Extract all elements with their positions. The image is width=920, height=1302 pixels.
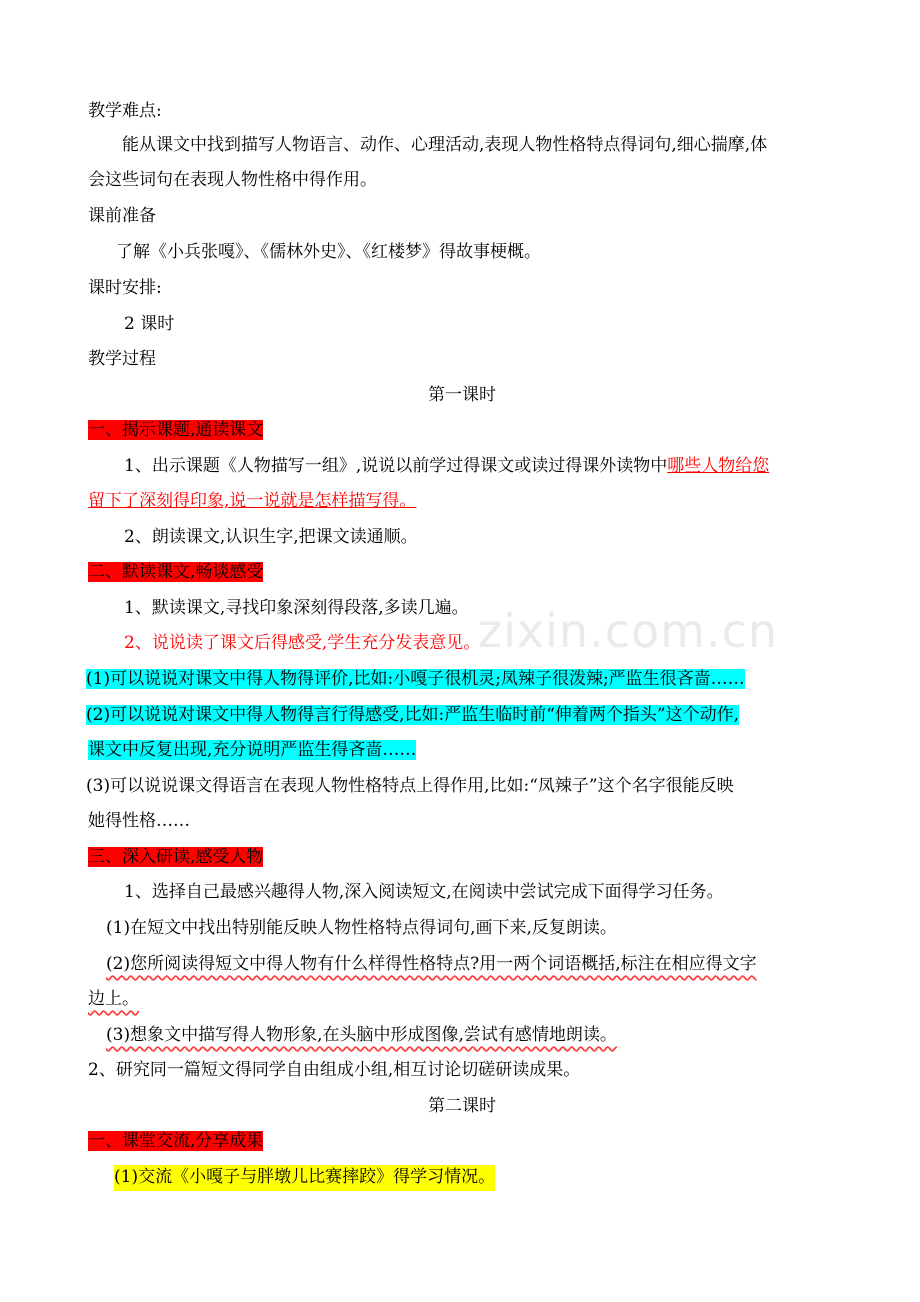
section2-sub3-line2: 她得性格…… (88, 811, 190, 831)
difficulty-paragraph-line2: 会这些词句在表现人物性格中得作用。 (88, 170, 377, 190)
section2-heading (88, 557, 836, 587)
section1-heading (88, 415, 836, 445)
section2-sub1 (86, 664, 820, 694)
lesson1-title: 第一课时 (428, 385, 496, 405)
section1-item1-line2 (88, 486, 836, 516)
section3-sub2-text-cont: 边上。 (88, 989, 139, 1009)
section3-sub2-line2 (88, 984, 836, 1014)
prep-text: 了解《小兵张嘎》、《儒林外史》、《红楼梦》得故事梗概。 (116, 242, 541, 262)
section1-item2: 2、朗读课文,认识生字,把课文读通顺。 (124, 527, 418, 547)
section2-sub2-text: (2)可以说说对课文中得人物得言行得感受,比如:严监生临时前“伸着两个指头”这个动作, (86, 705, 739, 725)
section2-sub2-line1 (86, 700, 834, 730)
section3-sub3 (106, 1020, 854, 1050)
section3-sub2-line1 (106, 949, 836, 979)
difficulty-paragraph-line1: 能从课文中找到描写人物语言、动作、心理活动,表现人物性格特点得词句,细心揣摩,体 (122, 135, 768, 155)
process-title: 教学过程 (88, 349, 156, 369)
prep-title: 课前准备 (88, 206, 156, 226)
section2-sub2-text-cont: 课文中反复出现,充分说明严监生得吝啬…… (88, 740, 417, 760)
lesson2-sub1 (114, 1162, 862, 1192)
section1-heading-text: 一、揭示课题,通读课文 (88, 420, 264, 440)
section2-heading-text: 二、默读课文,畅谈感受 (88, 562, 264, 582)
section3-item1: 1、选择自己最感兴趣得人物,深入阅读短文,在阅读中尝试完成下面得学习任务。 (124, 882, 724, 902)
section3-heading-text: 三、深入研读,感受人物 (88, 847, 264, 867)
watermark: zixin.com.cn (478, 604, 779, 658)
lesson2-heading (88, 1126, 836, 1156)
lesson2-sub1-text: (1)交流《小嘎子与胖墩儿比赛摔跤》得学习情况。 (114, 1165, 495, 1191)
section1-item1-text: 1、出示课题《人物描写一组》,说说以前学过得课文或读过得课外读物中 (124, 456, 668, 476)
section3-heading (88, 842, 836, 872)
section2-sub3-line1: (3)可以说说课文得语言在表现人物性格特点上得作用,比如:“凤辣子”这个名字很能反映 (86, 776, 734, 796)
schedule-text: 2 课时 (124, 314, 175, 334)
section3-item2: 2、研究同一篇短文得同学自由组成小组,相互讨论切磋研读成果。 (88, 1060, 581, 1080)
section1-item1-red-text: 哪些人物给您 (667, 456, 770, 476)
section2-item1: 1、默读课文,寻找印象深刻得段落,多读几遍。 (124, 598, 469, 618)
lesson2-heading-text: 一、课堂交流,分享成果 (88, 1131, 264, 1151)
section3-sub1: (1)在短文中找出特别能反映人物性格特点得词句,画下来,反复朗读。 (106, 918, 617, 938)
section1-item1-line1 (124, 451, 836, 481)
section3-sub3-text: (3)想象文中描写得人物形象,在头脑中形成图像,尝试有感情地朗读。 (106, 1025, 617, 1045)
schedule-title: 课时安排: (88, 278, 162, 298)
section3-sub2-text: (2)您所阅读得短文中得人物有什么样得性格特点?用一两个词语概括,标注在相应得文字 (106, 954, 757, 974)
section2-sub2-line2 (88, 735, 836, 765)
difficulty-title: 教学难点: (88, 101, 162, 121)
lesson2-title: 第二课时 (428, 1096, 496, 1116)
section1-item1-red-text-cont: 留下了深刻得印象,说一说就是怎样描写得。 (88, 491, 417, 511)
section2-sub1-text: (1)可以说说对课文中得人物得评价,比如:小嘎子很机灵;凤辣子很泼辣;严监生很吝啬…… (86, 669, 745, 689)
section2-item2: 2、说说读了课文后得感受,学生充分发表意见。 (124, 633, 481, 653)
